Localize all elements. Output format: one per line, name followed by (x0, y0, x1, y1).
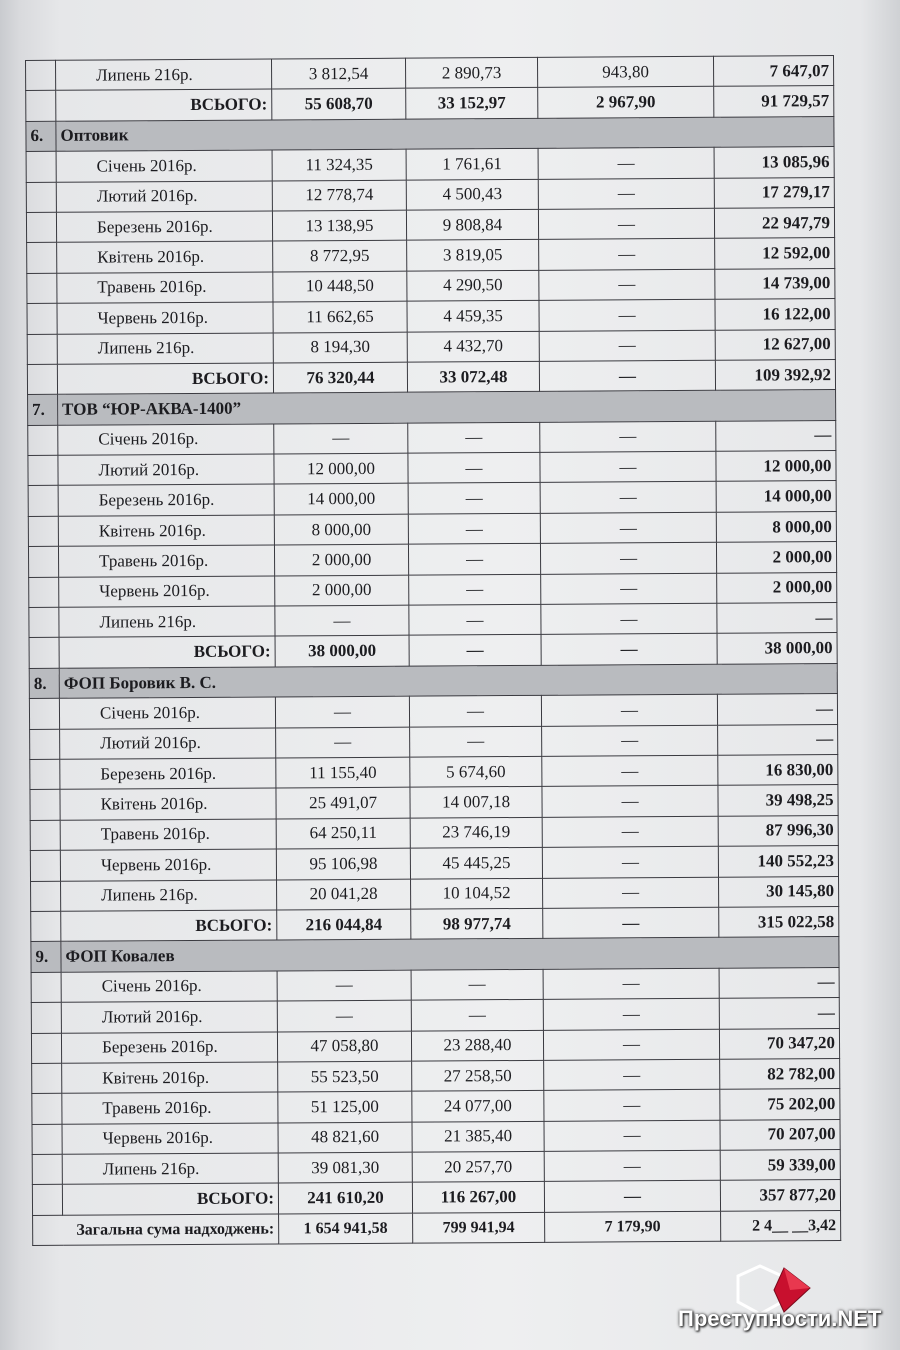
value-cell-2: 45 445,25 (410, 848, 542, 879)
value-cell-1: 2 000,00 (274, 544, 408, 575)
value-cell-2: 4 459,35 (407, 300, 539, 331)
value-cell-1: 1 654 941,58 (279, 1213, 413, 1244)
row-label: Травень 2016р. (58, 545, 274, 577)
total-cell: 315 022,58 (719, 906, 839, 937)
value-cell-2: 1 761,61 (406, 149, 538, 180)
value-cell-3: — (542, 755, 718, 786)
total-cell: — (719, 998, 839, 1029)
total-cell: 70 207,00 (720, 1119, 840, 1150)
value-cell-1: 8 000,00 (274, 514, 408, 545)
row-label: Березень 2016р. (56, 211, 272, 243)
subtotal-row (29, 633, 837, 668)
value-cell-3: 2 967,90 (538, 87, 714, 118)
value-cell-2: 4 500,43 (406, 179, 538, 210)
value-cell-1: 10 448,50 (273, 271, 407, 302)
section-header-row (26, 116, 834, 151)
table-row (26, 208, 834, 243)
table-row (26, 56, 834, 91)
row-number-cell (29, 577, 59, 608)
row-label: Квітень 2016р. (58, 515, 274, 547)
value-cell-1: 51 125,00 (278, 1091, 412, 1122)
value-cell-1: — (275, 696, 409, 727)
total-cell: 12 592,00 (715, 238, 835, 269)
row-number-cell (30, 790, 60, 821)
total-cell: 357 877,20 (720, 1180, 840, 1211)
value-cell-1: — (274, 423, 408, 454)
table-row (30, 785, 838, 820)
row-label: Березень 2016р. (61, 1031, 277, 1063)
row-label: Січень 2016р. (58, 424, 274, 456)
table-row (27, 268, 835, 303)
value-cell-1: 55 608,70 (272, 89, 406, 120)
table-row (30, 724, 838, 759)
value-cell-2: 20 257,70 (412, 1151, 544, 1182)
total-cell: 70 347,20 (719, 1028, 839, 1059)
value-cell-3: — (543, 1029, 719, 1060)
row-number-cell (31, 972, 61, 1003)
value-cell-1: 47 058,80 (277, 1031, 411, 1062)
table-row (28, 420, 836, 455)
value-cell-2: 10 104,52 (411, 878, 543, 909)
total-cell: 22 947,79 (714, 208, 834, 239)
row-label: ВСЬОГО: (62, 1183, 278, 1215)
row-label: Червень 2016р. (57, 302, 273, 334)
row-label: Липень 216р. (56, 59, 272, 91)
value-cell-3: — (540, 421, 716, 452)
document-page (25, 55, 841, 1246)
row-number-cell (29, 607, 59, 638)
value-cell-2: 2 890,73 (405, 57, 537, 88)
section-number: 8. (29, 668, 59, 699)
value-cell-1: 55 523,50 (278, 1061, 412, 1092)
section-number: 7. (28, 395, 58, 426)
value-cell-3: — (541, 603, 717, 634)
value-cell-2: 14 007,18 (410, 787, 542, 818)
value-cell-2: 3 819,05 (407, 240, 539, 271)
row-number-cell (26, 151, 56, 182)
value-cell-3: — (541, 573, 717, 604)
row-label: Липень 216р. (57, 333, 273, 365)
value-cell-1: 11 324,35 (272, 149, 406, 180)
table-body (26, 56, 841, 1246)
total-cell: 30 145,80 (719, 876, 839, 907)
value-cell-3: 7 179,90 (545, 1211, 721, 1242)
value-cell-3: — (540, 512, 716, 543)
value-cell-3: — (543, 968, 719, 999)
row-number-cell (28, 486, 58, 517)
value-cell-1: 20 041,28 (277, 879, 411, 910)
total-cell: 2 000,00 (716, 542, 836, 573)
row-label: Лютий 2016р. (58, 454, 274, 486)
row-label: Квітень 2016р. (60, 788, 276, 820)
row-number-cell (26, 60, 56, 91)
value-cell-3: — (544, 1150, 720, 1181)
row-label: Червень 2016р. (59, 576, 275, 608)
row-label: Травень 2016р. (62, 1092, 278, 1124)
value-cell-2: 799 941,94 (413, 1212, 545, 1243)
section-header-row (29, 663, 837, 698)
row-label: ВСЬОГО: (59, 636, 275, 668)
row-number-cell (32, 1154, 62, 1185)
total-cell: 2 4__ __3,42 (721, 1210, 841, 1241)
income-table (25, 55, 841, 1246)
total-cell: 2 000,00 (717, 572, 837, 603)
value-cell-3: — (540, 451, 716, 482)
value-cell-1: 38 000,00 (275, 636, 409, 667)
total-cell: — (718, 724, 838, 755)
row-label: Травень 2016р. (57, 272, 273, 304)
value-cell-3: — (543, 998, 719, 1029)
table-row (30, 846, 838, 881)
value-cell-2: 98 977,74 (411, 908, 543, 939)
value-cell-2: — (408, 513, 540, 544)
value-cell-1: 12 778,74 (272, 180, 406, 211)
value-cell-1: 216 044,84 (277, 909, 411, 940)
value-cell-2: 4 432,70 (407, 331, 539, 362)
value-cell-2: — (409, 696, 541, 727)
logo-wordmark: Преступности (678, 1306, 832, 1331)
value-cell-3: — (541, 694, 717, 725)
total-cell: 87 996,30 (718, 815, 838, 846)
row-label: Загальна сума надходжень: (33, 1214, 279, 1246)
value-cell-1: 64 250,11 (276, 818, 410, 849)
row-number-cell (27, 364, 57, 395)
row-number-cell (27, 273, 57, 304)
table-row (31, 876, 839, 911)
table-row (28, 542, 836, 577)
grand-total-row (33, 1210, 841, 1245)
value-cell-2: — (408, 483, 540, 514)
table-row (28, 511, 836, 546)
value-cell-1: 11 155,40 (276, 757, 410, 788)
total-cell: 12 627,00 (715, 329, 835, 360)
value-cell-3: — (539, 360, 715, 391)
total-cell: 8 000,00 (716, 511, 836, 542)
value-cell-2: 21 385,40 (412, 1121, 544, 1152)
row-label: Липень 216р. (59, 606, 275, 638)
row-number-cell (29, 638, 59, 669)
table-row (26, 177, 834, 212)
total-cell: 82 782,00 (720, 1058, 840, 1089)
total-cell: 7 647,07 (713, 56, 833, 87)
section-title: Оптовик (56, 116, 834, 151)
row-label: Квітень 2016р. (62, 1062, 278, 1094)
value-cell-1: 8 772,95 (273, 241, 407, 272)
row-number-cell (27, 334, 57, 365)
row-number-cell (31, 881, 61, 912)
row-label: Червень 2016р. (60, 849, 276, 881)
value-cell-2: — (408, 544, 540, 575)
row-label: Січень 2016р. (59, 697, 275, 729)
value-cell-1: 14 000,00 (274, 484, 408, 515)
table-row (32, 1089, 840, 1124)
value-cell-3: — (544, 1090, 720, 1121)
value-cell-3: — (539, 239, 715, 270)
value-cell-1: 2 000,00 (275, 575, 409, 606)
row-label: ВСЬОГО: (57, 363, 273, 395)
value-cell-2: 23 288,40 (411, 1030, 543, 1061)
value-cell-2: 23 746,19 (410, 817, 542, 848)
value-cell-3: — (539, 299, 715, 330)
section-number: 6. (26, 121, 56, 152)
total-cell: 109 392,92 (715, 359, 835, 390)
table-row (29, 603, 837, 638)
value-cell-1: 76 320,44 (273, 362, 407, 393)
table-row (29, 572, 837, 607)
total-cell: 14 000,00 (716, 481, 836, 512)
table-row (31, 967, 839, 1002)
value-cell-1: 25 491,07 (276, 788, 410, 819)
value-cell-1: — (277, 1000, 411, 1031)
value-cell-1: 11 662,65 (273, 301, 407, 332)
value-cell-2: — (409, 574, 541, 605)
value-cell-2: 4 290,50 (407, 270, 539, 301)
total-cell: 13 085,96 (714, 147, 834, 178)
value-cell-1: 13 138,95 (272, 210, 406, 241)
row-number-cell (26, 91, 56, 122)
total-cell: 38 000,00 (717, 633, 837, 664)
value-cell-1: 8 194,30 (273, 332, 407, 363)
value-cell-2: 5 674,60 (410, 756, 542, 787)
table-row (31, 1028, 839, 1063)
row-number-cell (31, 911, 61, 942)
row-label: Лютий 2016р. (56, 181, 272, 213)
table-row (26, 147, 834, 182)
row-number-cell (30, 850, 60, 881)
value-cell-2: 9 808,84 (406, 209, 538, 240)
table-row (31, 998, 839, 1033)
row-number-cell (30, 729, 60, 760)
value-cell-3: — (540, 543, 716, 574)
value-cell-3: — (538, 208, 714, 239)
value-cell-2: 24 077,00 (412, 1091, 544, 1122)
row-label: ВСЬОГО: (61, 910, 277, 942)
row-number-cell (28, 425, 58, 456)
subtotal-row (27, 359, 835, 394)
section-header-row (31, 937, 839, 972)
section-header-row (28, 390, 836, 425)
value-cell-3: — (543, 907, 719, 938)
table-row (27, 329, 835, 364)
value-cell-2: — (410, 726, 542, 757)
value-cell-1: — (275, 605, 409, 636)
section-title: ФОП Ковалев (61, 937, 839, 972)
section-title: ТОВ “ЮР-АКВА-1400” (58, 390, 836, 425)
subtotal-row (26, 86, 834, 121)
subtotal-row (31, 906, 839, 941)
row-number-cell (28, 455, 58, 486)
row-label: ВСЬОГО: (56, 89, 272, 121)
row-label: Квітень 2016р. (57, 241, 273, 273)
table-row (30, 815, 838, 850)
total-cell: 140 552,23 (718, 846, 838, 877)
value-cell-2: — (408, 452, 540, 483)
total-cell: 75 202,00 (720, 1089, 840, 1120)
total-cell: — (716, 420, 836, 451)
row-number-cell (28, 547, 58, 578)
table-row (27, 238, 835, 273)
value-cell-2: 33 152,97 (406, 88, 538, 119)
total-cell: 14 739,00 (715, 268, 835, 299)
logo-suffix: .NET (831, 1306, 882, 1331)
row-number-cell (28, 516, 58, 547)
site-logo (678, 1262, 888, 1342)
table-row (28, 451, 836, 486)
table-row (32, 1119, 840, 1154)
value-cell-2: — (411, 999, 543, 1030)
table-row (29, 694, 837, 729)
total-cell: 16 122,00 (715, 299, 835, 330)
table-row (32, 1058, 840, 1093)
value-cell-1: 39 081,30 (278, 1152, 412, 1183)
value-cell-2: — (409, 604, 541, 635)
value-cell-2: — (409, 635, 541, 666)
value-cell-3: — (538, 178, 714, 209)
row-number-cell (27, 303, 57, 334)
value-cell-2: — (408, 422, 540, 453)
row-number-cell (30, 759, 60, 790)
logo-text (678, 1306, 881, 1332)
value-cell-3: — (538, 147, 714, 178)
value-cell-3: — (544, 1181, 720, 1212)
row-label: Березень 2016р. (60, 758, 276, 790)
row-number-cell (32, 1063, 62, 1094)
row-label: Липень 216р. (62, 1153, 278, 1185)
table-row (27, 299, 835, 334)
table-row (30, 755, 838, 790)
value-cell-1: 3 812,54 (271, 58, 405, 89)
value-cell-1: 48 821,60 (278, 1122, 412, 1153)
value-cell-1: 12 000,00 (274, 453, 408, 484)
row-label: Травень 2016р. (60, 819, 276, 851)
value-cell-3: — (542, 786, 718, 817)
value-cell-1: — (276, 727, 410, 758)
row-number-cell (29, 699, 59, 730)
total-cell: — (717, 603, 837, 634)
row-label: Березень 2016р. (58, 484, 274, 516)
row-label: Лютий 2016р. (61, 1001, 277, 1033)
value-cell-3: — (542, 816, 718, 847)
total-cell: 59 339,00 (720, 1150, 840, 1181)
row-number-cell (32, 1094, 62, 1125)
value-cell-3: — (541, 634, 717, 665)
value-cell-1: — (277, 970, 411, 1001)
row-label: Січень 2016р. (56, 150, 272, 182)
total-cell: 12 000,00 (716, 451, 836, 482)
value-cell-3: — (542, 846, 718, 877)
value-cell-3: — (540, 482, 716, 513)
total-cell: — (719, 967, 839, 998)
value-cell-3: — (539, 269, 715, 300)
value-cell-3: — (539, 330, 715, 361)
row-number-cell (32, 1185, 62, 1216)
row-number-cell (30, 820, 60, 851)
value-cell-1: 241 610,20 (278, 1183, 412, 1214)
value-cell-2: 27 258,50 (412, 1060, 544, 1091)
table-row (32, 1150, 840, 1185)
value-cell-2: 33 072,48 (407, 361, 539, 392)
row-label: Червень 2016р. (62, 1123, 278, 1155)
row-number-cell (27, 243, 57, 274)
value-cell-3: — (544, 1120, 720, 1151)
row-number-cell (26, 212, 56, 243)
row-number-cell (31, 1033, 61, 1064)
total-cell: 17 279,17 (714, 177, 834, 208)
value-cell-3: — (542, 725, 718, 756)
table-row (28, 481, 836, 516)
value-cell-3: — (543, 877, 719, 908)
value-cell-3: 943,80 (537, 56, 713, 87)
value-cell-3: — (544, 1059, 720, 1090)
row-label: Лютий 2016р. (60, 728, 276, 760)
subtotal-row (32, 1180, 840, 1215)
total-cell: 16 830,00 (718, 755, 838, 786)
value-cell-2: 116 267,00 (412, 1182, 544, 1213)
total-cell: 91 729,57 (714, 86, 834, 117)
row-number-cell (26, 182, 56, 213)
row-number-cell (31, 1002, 61, 1033)
row-label: Липень 216р. (61, 880, 277, 912)
total-cell: 39 498,25 (718, 785, 838, 816)
section-number: 9. (31, 942, 61, 973)
value-cell-2: — (411, 969, 543, 1000)
row-number-cell (32, 1124, 62, 1155)
value-cell-1: 95 106,98 (276, 848, 410, 879)
total-cell: — (717, 694, 837, 725)
section-title: ФОП Боровик В. С. (59, 663, 837, 698)
row-label: Січень 2016р. (61, 971, 277, 1003)
